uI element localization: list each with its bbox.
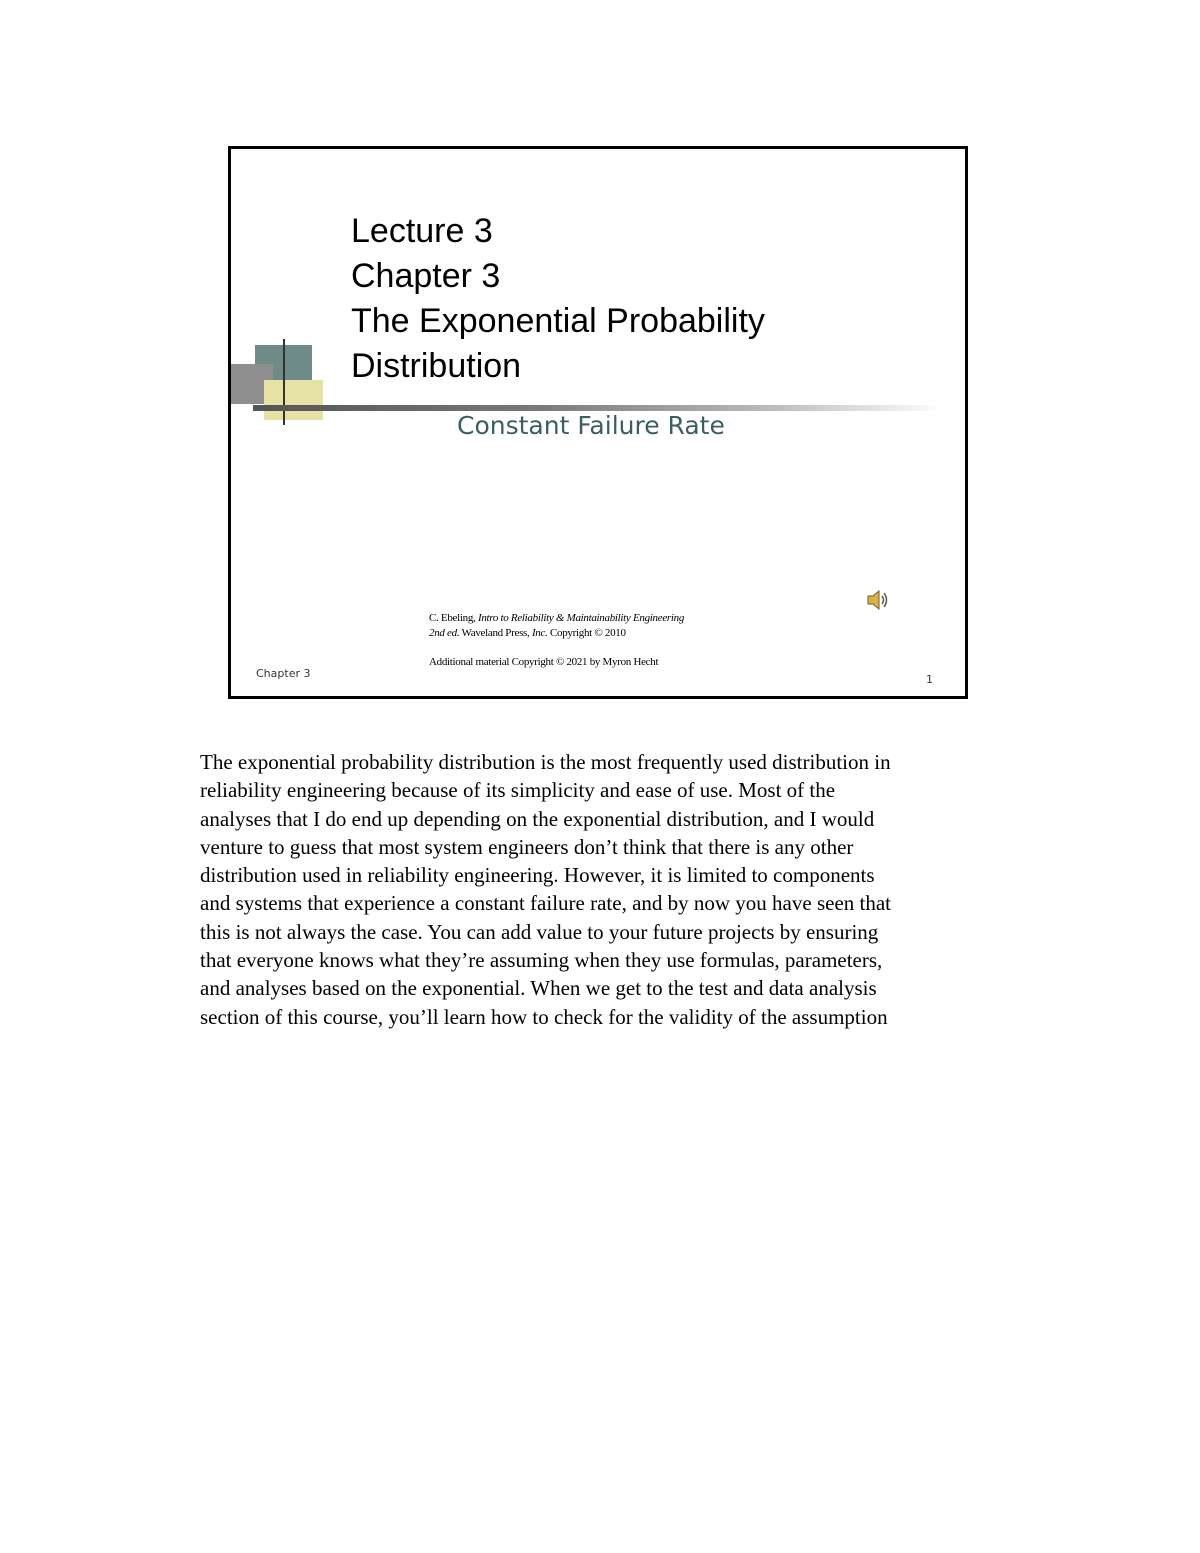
notes-line: this is not always the case. You can add value to your future projects by ensuring — [200, 919, 879, 944]
slide-footer-chapter: Chapter 3 — [256, 667, 311, 680]
notes-line: and analyses based on the exponential. When we get to the test and data analysis — [200, 976, 877, 1001]
notes-line: reliability engineering because of its simplicity and ease of use. Most of the — [200, 778, 836, 803]
credits-inc: Inc. — [531, 627, 548, 639]
notes-line: section of this course, you’ll learn how to check for the validity of the assumption — [200, 1004, 888, 1029]
notes-line: analyses that I do end up depending on the exponential distribution, and I would — [200, 806, 875, 831]
speaker-notes — [200, 748, 1000, 1031]
title-line: Distribution — [351, 347, 522, 385]
decor-vertical-line — [283, 339, 285, 425]
notes-line: venture to guess that most system engineers don’t think that there is any other — [200, 834, 854, 859]
slide-page-number: 1 — [926, 673, 933, 686]
slide-frame — [228, 146, 968, 699]
title-line: Lecture 3 — [351, 212, 493, 250]
speaker-icon[interactable] — [865, 587, 891, 613]
credits-line-1 — [429, 611, 684, 626]
notes-line: and systems that experience a constant failure rate, and by now you have seen that — [200, 891, 892, 916]
title-line: The Exponential Probability — [351, 302, 765, 340]
notes-line: The exponential probability distribution is the most frequently used distribution in — [200, 750, 891, 774]
notes-line: that everyone knows what they’re assuming when they use formulas, parameters, — [200, 948, 883, 973]
slide-title — [351, 209, 911, 389]
title-line: Chapter 3 — [351, 257, 501, 295]
credits-block — [429, 611, 684, 670]
credits-line-2 — [429, 626, 684, 641]
slide-subtitle: Constant Failure Rate — [457, 411, 725, 440]
credits-publisher: Waveland Press, — [459, 627, 532, 639]
credits-book-title: Intro to Reliability & Maintainability Engineering — [477, 612, 685, 624]
notes-line: distribution used in reliability engineering. However, it is limited to components — [200, 863, 875, 888]
credits-copyright: Copyright © 2010 — [547, 627, 626, 639]
credits-author: C. Ebeling, — [429, 612, 478, 624]
credits-edition: 2nd ed. — [429, 627, 460, 639]
decor-yellow-square — [264, 380, 323, 420]
credits-line-3: Additional material Copyright © 2021 by Myron Hecht — [429, 656, 659, 668]
